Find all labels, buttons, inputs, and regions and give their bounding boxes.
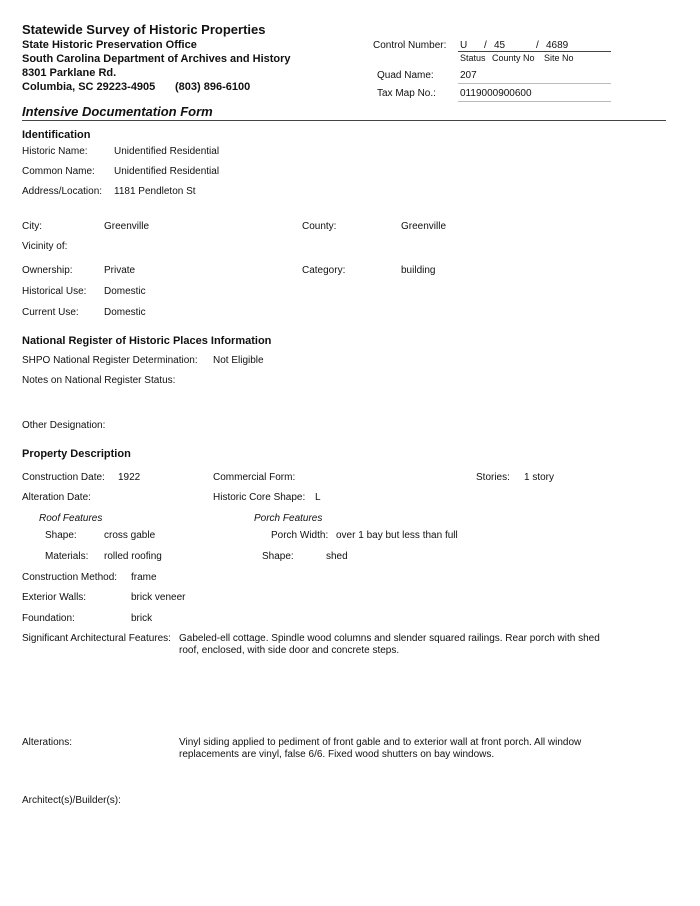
common-name-value: Unidentified Residential: [114, 166, 220, 177]
identification-heading: Identification: [22, 129, 91, 141]
form-title: Intensive Documentation Form: [22, 104, 213, 119]
nr-notes-label: Notes on National Register Status:: [22, 375, 176, 386]
construction-date-value: 1922: [118, 472, 141, 483]
current-use-label: Current Use:: [22, 307, 79, 318]
tax-map-value: 0119000900600: [460, 88, 532, 99]
common-name-label: Common Name:: [22, 166, 95, 177]
core-shape-value: L: [315, 492, 321, 503]
county-label: County:: [302, 221, 337, 232]
roof-materials-value: rolled roofing: [104, 551, 162, 562]
current-use-value: Domestic: [104, 307, 146, 318]
nr-determination-label: SHPO National Register Determination:: [22, 355, 198, 366]
county-value: Greenville: [401, 221, 447, 232]
nr-determination-value: Not Eligible: [213, 355, 264, 366]
street-address: 8301 Parklane Rd.: [22, 67, 117, 79]
tax-map-underline: [458, 101, 611, 102]
form-title-rule: [22, 120, 666, 121]
quad-name-label: Quad Name:: [377, 70, 434, 81]
porch-features-heading: Porch Features: [254, 513, 323, 524]
address-label: Address/Location:: [22, 186, 103, 197]
national-register-heading: National Register of Historic Places Information: [22, 335, 272, 347]
stories-value: 1 story: [524, 472, 555, 483]
roof-shape-label: Shape:: [45, 530, 77, 541]
vicinity-label: Vicinity of:: [22, 241, 68, 252]
phone-number: (803) 896-6100: [175, 81, 251, 93]
control-county-value: 45: [494, 40, 506, 51]
city-state-zip: Columbia, SC 29223-4905: [22, 81, 156, 93]
control-status-value: U: [460, 40, 468, 51]
city-value: Greenville: [104, 221, 150, 232]
control-number-label: Control Number:: [373, 40, 447, 51]
survey-title: Statewide Survey of Historic Properties: [22, 22, 266, 37]
foundation-value: brick: [131, 613, 153, 624]
status-caption: Status: [460, 53, 486, 63]
architectural-features-label: Significant Architectural Features:: [22, 633, 171, 644]
property-description-heading: Property Description: [22, 448, 131, 460]
department-name: South Carolina Department of Archives and History: [22, 53, 291, 65]
commercial-form-label: Commercial Form:: [213, 472, 296, 483]
architect-builder-label: Architect(s)/Builder(s):: [22, 795, 121, 806]
roof-features-heading: Roof Features: [39, 513, 103, 524]
quad-name-underline: [458, 83, 611, 84]
porch-shape-label: Shape:: [262, 551, 294, 562]
category-value: building: [401, 265, 436, 276]
exterior-walls-label: Exterior Walls:: [22, 592, 87, 603]
historic-name-value: Unidentified Residential: [114, 146, 220, 157]
control-slash-2: /: [536, 40, 539, 51]
other-designation-label: Other Designation:: [22, 420, 106, 431]
office-name: State Historic Preservation Office: [22, 39, 197, 51]
ownership-label: Ownership:: [22, 265, 73, 276]
city-label: City:: [22, 221, 42, 232]
alterations-label: Alterations:: [22, 737, 73, 748]
construction-method-value: frame: [131, 572, 157, 583]
address-value: 1181 Pendleton St: [114, 186, 196, 197]
site-no-caption: Site No: [544, 53, 574, 63]
category-label: Category:: [302, 265, 346, 276]
construction-date-label: Construction Date:: [22, 472, 105, 483]
porch-width-label: Porch Width:: [271, 530, 329, 541]
stories-label: Stories:: [476, 472, 510, 483]
historic-name-label: Historic Name:: [22, 146, 88, 157]
quad-name-value: 207: [460, 70, 477, 81]
foundation-label: Foundation:: [22, 613, 75, 624]
roof-shape-value: cross gable: [104, 530, 156, 541]
porch-width-value: over 1 bay but less than full: [336, 530, 458, 541]
historical-use-value: Domestic: [104, 286, 146, 297]
historical-use-label: Historical Use:: [22, 286, 87, 297]
porch-shape-value: shed: [326, 551, 348, 562]
control-site-value: 4689: [546, 40, 569, 51]
tax-map-label: Tax Map No.:: [377, 88, 436, 99]
architectural-features-value: Gabeled-ell cottage. Spindle wood columns and slender squared railings. Rear porch with shed roof, enclosed, with side door and concrete steps.: [179, 633, 600, 656]
ownership-value: Private: [104, 265, 136, 276]
roof-materials-label: Materials:: [45, 551, 89, 562]
alterations-value: Vinyl siding applied to pediment of front gable and to exterior wall at front porch. All window replacements are vinyl, false 6/6. Fixed wood shutters on bay windows.: [179, 737, 582, 760]
alteration-date-label: Alteration Date:: [22, 492, 91, 503]
county-no-caption: County No: [492, 53, 535, 63]
control-number-underline: [458, 51, 611, 52]
construction-method-label: Construction Method:: [22, 572, 118, 583]
control-slash-1: /: [484, 40, 487, 51]
exterior-walls-value: brick veneer: [131, 592, 186, 603]
core-shape-label: Historic Core Shape:: [213, 492, 306, 503]
